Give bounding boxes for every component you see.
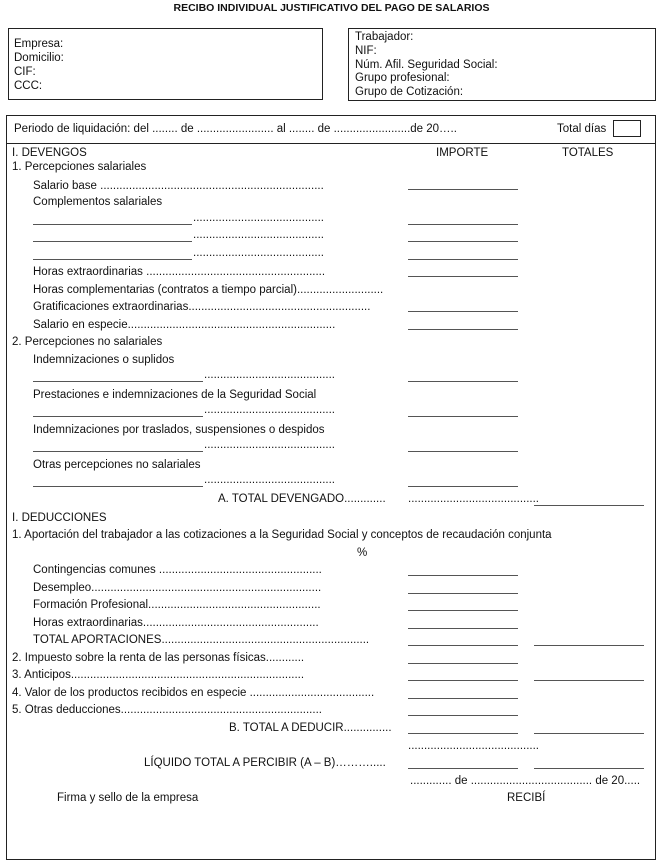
dotted-fill: ......................................... <box>204 369 335 381</box>
importe-line <box>408 189 518 190</box>
total-deducir-label: B. TOTAL A DEDUCIR............... <box>229 722 392 734</box>
subtotal-importe: ......................................... <box>408 740 539 752</box>
totales-line <box>534 645 644 646</box>
recibi-label: RECIBÍ <box>507 792 546 804</box>
importe-line <box>408 663 518 664</box>
cif-label: CIF: <box>14 66 36 78</box>
otras-percepciones: Otras percepciones no salariales <box>33 459 201 471</box>
devengos-heading: I. DEVENGOS <box>12 147 87 159</box>
percepciones-no-salariales: 2. Percepciones no salariales <box>12 336 163 348</box>
complemento-name-line <box>33 259 192 260</box>
percepciones-salariales: 1. Percepciones salariales <box>12 161 147 173</box>
importe-line <box>408 311 518 312</box>
total-devengado-label: A. TOTAL DEVENGADO............. <box>218 493 386 505</box>
liquido-totales-line <box>534 768 644 769</box>
importe-line <box>408 381 518 382</box>
importe-line <box>408 276 518 277</box>
irpf: 2. Impuesto sobre la renta de las personas físicas............ <box>12 652 305 664</box>
horas-complementarias: Horas complementarias (contratos a tiempo parcial)........................... <box>33 284 384 296</box>
dotted-fill: ......................................... <box>193 247 324 259</box>
liquido-total-label: LÍQUIDO TOTAL A PERCIBIR (A – B)………..... <box>144 757 386 769</box>
salario-base: Salario base ...................................................................... <box>33 180 324 192</box>
formacion-profesional: Formación Profesional...................................................... <box>33 599 321 611</box>
total-dias-label: Total días <box>557 123 607 135</box>
importe-line <box>408 259 518 260</box>
dotted-fill: ......................................... <box>204 439 335 451</box>
grupo-cotizacion-label: Grupo de Cotización: <box>355 86 464 98</box>
importe-line <box>408 575 518 576</box>
complemento-name-line <box>33 224 192 225</box>
importe-line <box>408 610 518 611</box>
total-aportaciones: TOTAL APORTACIONES................................................................. <box>33 634 370 646</box>
concepto-line <box>33 451 203 452</box>
dotted-fill: ......................................... <box>193 212 324 224</box>
empresa-label: Empresa: <box>14 38 64 50</box>
dotted-fill: ......................................... <box>204 474 335 486</box>
aportacion-trabajador: 1. Aportación del trabajador a las cotizaciones a la Seguridad Social y conceptos de recaudación conjunta <box>12 529 552 541</box>
importe-line <box>408 715 518 716</box>
importe-line <box>408 593 518 594</box>
importe-header: IMPORTE <box>436 147 489 159</box>
concepto-line <box>33 381 203 382</box>
anticipos: 3. Anticipos......................................................................... <box>12 669 305 681</box>
main-box <box>6 115 656 860</box>
concepto-line <box>33 416 203 417</box>
salario-especie: Salario en especie................................................................. <box>33 319 336 331</box>
periodo-divider <box>7 143 655 144</box>
importe-line <box>408 645 518 646</box>
document-title: RECIBO INDIVIDUAL JUSTIFICATIVO DEL PAGO DE SALARIOS <box>173 2 490 14</box>
complemento-name-line <box>33 241 192 242</box>
domicilio-label: Domicilio: <box>14 52 64 64</box>
dotted-fill: ......................................... <box>193 229 324 241</box>
liquido-importe-line <box>408 768 518 769</box>
importe-line <box>408 224 518 225</box>
afiliacion-label: Núm. Afil. Seguridad Social: <box>355 59 498 71</box>
contingencias-comunes: Contingencias comunes ................................................... <box>33 564 322 576</box>
desempleo: Desempleo........................................................................ <box>33 582 322 594</box>
ccc-label: CCC: <box>14 80 43 92</box>
periodo-liquidacion: Periodo de liquidación: del ........ de ........................ al ........ de ........................de 20….. <box>14 123 457 135</box>
importe-line <box>408 628 518 629</box>
productos-especie: 4. Valor de los productos recibidos en especie ....................................... <box>12 687 375 699</box>
importe-line <box>408 416 518 417</box>
trabajador-label: Trabajador: <box>355 31 414 43</box>
fecha-firma: ............. de ...................................... de 20..... <box>410 775 641 787</box>
total-dias-box[interactable] <box>613 120 641 137</box>
importe-line <box>408 680 518 681</box>
indemnizaciones-traslados: Indemnizaciones por traslados, suspensiones o despidos <box>33 424 325 436</box>
totales-header: TOTALES <box>562 147 614 159</box>
importe-line <box>408 486 518 487</box>
total-devengado-line <box>534 505 644 506</box>
prestaciones-ss: Prestaciones e indemnizaciones de la Seguridad Social <box>33 389 317 401</box>
total-devengado-importe: ......................................... <box>408 493 539 505</box>
dotted-fill: ......................................... <box>204 404 335 416</box>
importe-line <box>408 241 518 242</box>
indemnizaciones-suplidos: Indemnizaciones o suplidos <box>33 354 175 366</box>
firma-empresa: Firma y sello de la empresa <box>57 792 199 804</box>
importe-line <box>408 329 518 330</box>
porcentaje-header: % <box>357 547 368 559</box>
grupo-profesional-label: Grupo profesional: <box>355 72 450 84</box>
horas-extraordinarias-ded: Horas extraordinarias....................................................... <box>33 617 319 629</box>
horas-extraordinarias: Horas extraordinarias ........................................................ <box>33 266 326 278</box>
concepto-line <box>33 486 203 487</box>
deducciones-heading: I. DEDUCCIONES <box>12 512 107 524</box>
totales-line <box>534 733 644 734</box>
importe-line <box>408 733 518 734</box>
gratificaciones: Gratificaciones extraordinarias......................................................... <box>33 301 371 313</box>
nif-label: NIF: <box>355 45 377 57</box>
otras-deducciones: 5. Otras deducciones............................................................... <box>12 704 322 716</box>
importe-line <box>408 451 518 452</box>
importe-line <box>408 698 518 699</box>
totales-line <box>534 680 644 681</box>
complementos-salariales: Complementos salariales <box>33 196 163 208</box>
